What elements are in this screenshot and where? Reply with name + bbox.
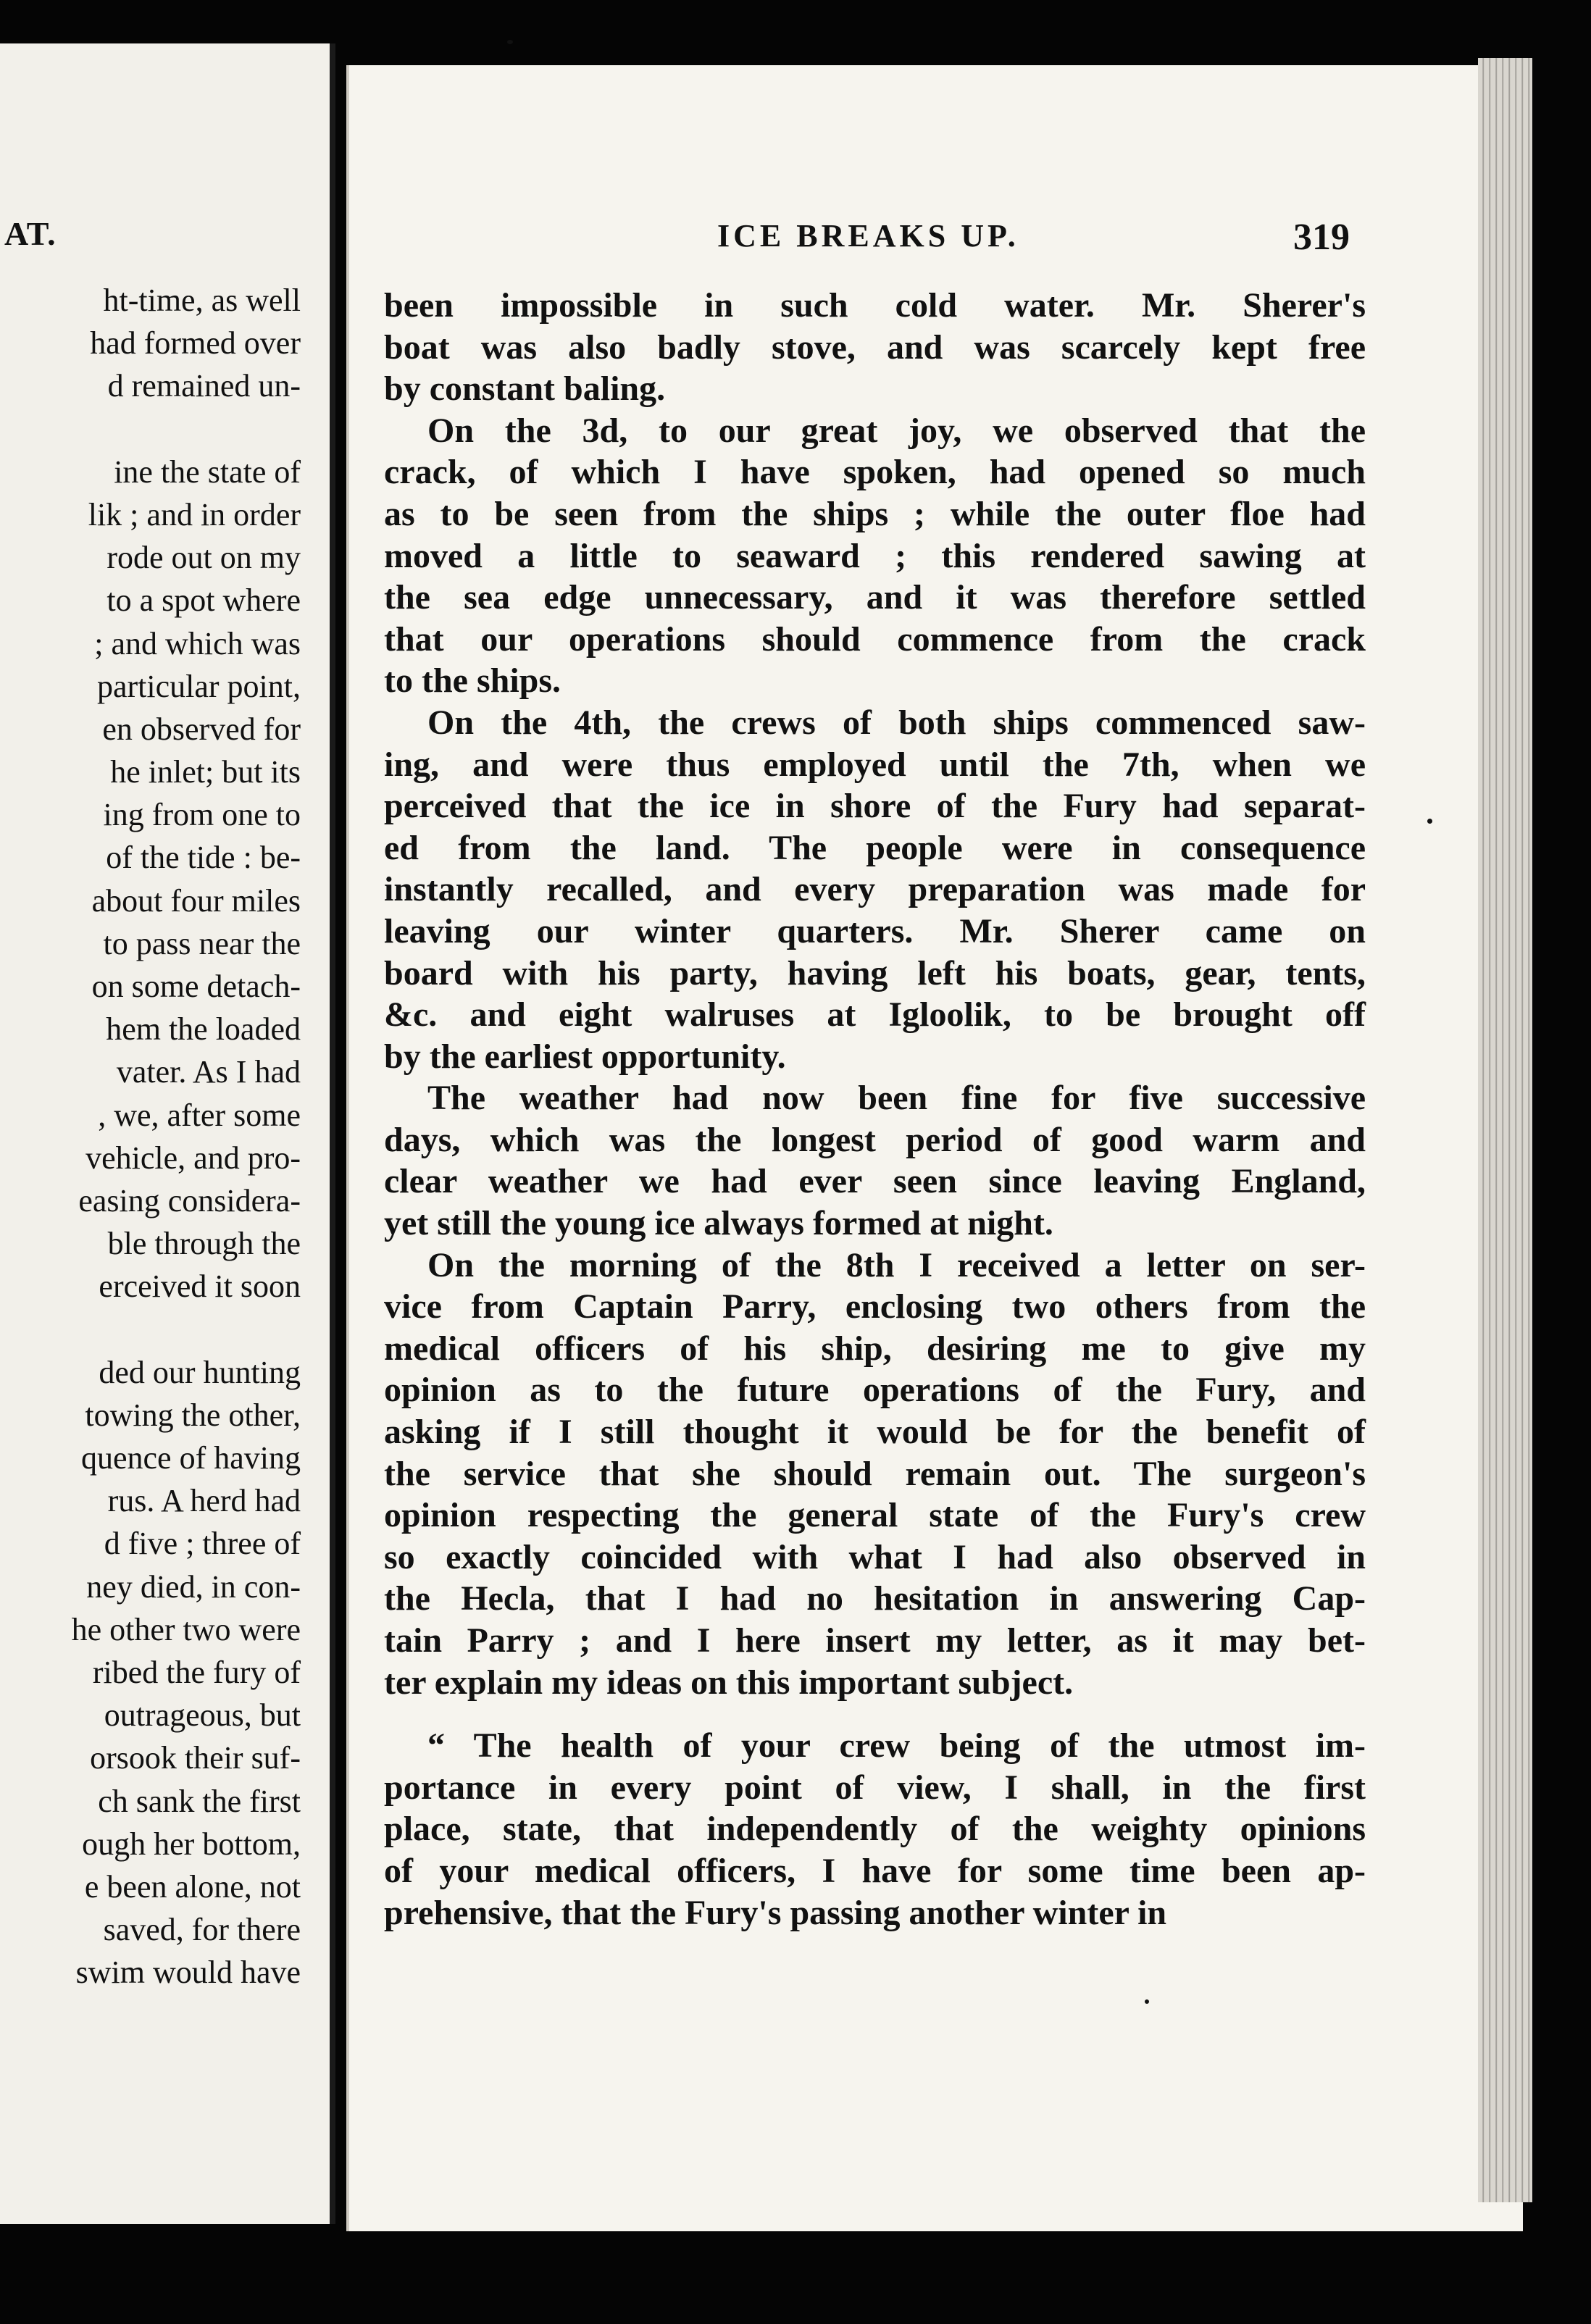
left-page-line: to a spot where bbox=[107, 582, 301, 619]
text-line: as to be seen from the ships ; while the outer floe had bbox=[384, 494, 1366, 533]
text-line: opinion as to the future operations of the Fury, and bbox=[384, 1371, 1366, 1410]
text-line: by constant baling. bbox=[384, 369, 666, 409]
left-page-line bbox=[0, 408, 301, 451]
left-page-line: about four miles bbox=[91, 882, 301, 919]
text-line: boat was also badly stove, and was scarcely kept free bbox=[384, 327, 1366, 367]
body-text bbox=[384, 285, 1366, 1934]
text-line: ing, and were thus employed until the 7th, when we bbox=[384, 745, 1366, 784]
left-page-line: d five ; three of bbox=[104, 1526, 301, 1562]
paragraph bbox=[384, 702, 1366, 1077]
text-line: that our operations should commence from the crack bbox=[384, 619, 1366, 659]
left-page-line: ough her bottom, bbox=[82, 1826, 301, 1862]
left-page-line: ht-time, as well bbox=[103, 283, 301, 318]
scan-speck bbox=[507, 40, 513, 44]
text-line: board with his party, having left his boats, gear, tents, bbox=[384, 953, 1366, 992]
text-line: ter explain my ideas on this important subject. bbox=[384, 1663, 1074, 1702]
left-page-line: rode out on my bbox=[107, 540, 301, 576]
left-page-line: vater. As I had bbox=[116, 1054, 301, 1090]
left-page-line: ch sank the first bbox=[98, 1783, 301, 1819]
text-line: medical officers of his ship, desiring me to give my bbox=[384, 1329, 1366, 1368]
text-line: asking if I still thought it would be for the benefit of bbox=[384, 1413, 1366, 1452]
text-line: opinion respecting the general state of the Fury's crew bbox=[384, 1496, 1366, 1535]
paragraph bbox=[384, 410, 1366, 702]
left-page-line: ded our hunting bbox=[99, 1354, 301, 1390]
text-line: instantly recalled, and every preparation was made for bbox=[384, 870, 1366, 909]
left-page-line: lik ; and in order bbox=[88, 496, 301, 532]
left-page-line: of the tide : be- bbox=[106, 840, 301, 876]
text-line: yet still the young ice always formed at night. bbox=[384, 1204, 1053, 1243]
left-page-line: vehicle, and pro- bbox=[85, 1140, 301, 1176]
text-line: place, state, that independently of the weighty opinions bbox=[384, 1810, 1366, 1849]
paragraph bbox=[384, 1245, 1366, 1704]
left-page-line: particular point, bbox=[96, 668, 301, 704]
left-page-line: quence of having bbox=[81, 1440, 301, 1476]
scan-speck bbox=[1145, 1999, 1149, 2004]
text-line: The weather had now been fine for five successive bbox=[427, 1079, 1366, 1118]
text-line: On the 3d, to our great joy, we observed that the bbox=[427, 411, 1366, 450]
left-page-line: towing the other, bbox=[85, 1397, 301, 1433]
page-number: 319 bbox=[1293, 217, 1350, 258]
text-line: the service that she should remain out. The surgeon's bbox=[384, 1454, 1366, 1493]
paragraph bbox=[384, 1725, 1366, 1934]
left-page-line: erceived it soon bbox=[99, 1268, 301, 1305]
text-line: vice from Captain Parry, enclosing two others from the bbox=[384, 1287, 1366, 1326]
text-line: been impossible in such cold water. Mr. Sherer's bbox=[384, 286, 1366, 325]
left-page-line bbox=[0, 1308, 301, 1351]
left-page-line: d remained un- bbox=[107, 368, 301, 404]
text-line: ed from the land. The people were in consequence bbox=[384, 828, 1366, 867]
text-line: On the morning of the 8th I received a letter on ser- bbox=[427, 1245, 1366, 1284]
text-line: moved a little to seaward ; this rendered sawing at bbox=[384, 536, 1366, 575]
running-head: ICE BREAKS UP. bbox=[717, 218, 1019, 254]
text-line: days, which was the longest period of good warm and bbox=[384, 1120, 1366, 1159]
paragraph bbox=[384, 285, 1366, 410]
text-line: prehensive, that the Fury's passing another winter in bbox=[384, 1893, 1167, 1932]
left-page-line: ine the state of bbox=[114, 453, 301, 490]
left-page-line: swim would have bbox=[75, 1955, 301, 1991]
text-line: so exactly coincided with what I had also observed in bbox=[384, 1537, 1366, 1576]
left-page-line: he other two were bbox=[71, 1611, 301, 1647]
paragraph bbox=[384, 1077, 1366, 1244]
page-edge-stack bbox=[1478, 58, 1532, 2202]
text-line: “ The health of your crew being of the utmost im- bbox=[427, 1726, 1366, 1765]
scan-speck bbox=[1427, 819, 1432, 824]
left-page-line: he inlet; but its bbox=[110, 754, 301, 790]
left-page-line: hem the loaded bbox=[106, 1011, 301, 1048]
text-line: portance in every point of view, I shall, in the first bbox=[384, 1768, 1366, 1807]
left-page-line: ribed the fury of bbox=[92, 1655, 301, 1690]
left-page-line: saved, for there bbox=[103, 1912, 301, 1948]
left-page-line: en observed for bbox=[102, 711, 301, 747]
text-line: leaving our winter quarters. Mr. Sherer came on bbox=[384, 911, 1366, 950]
left-page-line: ble through the bbox=[107, 1226, 301, 1262]
text-line: the Hecla, that I had no hesitation in answering Cap- bbox=[384, 1579, 1366, 1618]
text-line: of your medical officers, I have for some time been ap- bbox=[384, 1851, 1366, 1890]
text-line: &c. and eight walruses at Igloolik, to be brought off bbox=[384, 995, 1366, 1034]
text-line: the sea edge unnecessary, and it was therefore settled bbox=[384, 578, 1366, 617]
text-line: by the earliest opportunity. bbox=[384, 1037, 786, 1076]
text-line: crack, of which I have spoken, had opened so much bbox=[384, 453, 1366, 492]
left-running-head: AT. bbox=[4, 215, 57, 252]
text-line: clear weather we had ever seen since leaving England, bbox=[384, 1162, 1366, 1201]
text-line: to the ships. bbox=[384, 661, 561, 701]
text-line: On the 4th, the crews of both ships commenced saw- bbox=[427, 703, 1366, 742]
left-page-line: on some detach- bbox=[91, 969, 301, 1004]
left-page-line: , we, after some bbox=[98, 1097, 301, 1133]
left-page-line: rus. A herd had bbox=[107, 1483, 301, 1519]
text-line: perceived that the ice in shore of the Fury had separat- bbox=[384, 787, 1366, 826]
left-page-line: ney died, in con- bbox=[86, 1568, 301, 1605]
left-page-fragment bbox=[0, 43, 335, 2224]
left-page-text bbox=[0, 279, 301, 1994]
left-page-line: outrageous, but bbox=[104, 1697, 301, 1734]
text-line: tain Parry ; and I here insert my letter, as it may bet- bbox=[384, 1621, 1366, 1660]
left-page-line: easing considera- bbox=[78, 1182, 301, 1219]
left-page-line: had formed over bbox=[90, 325, 301, 361]
left-page-line: ; and which was bbox=[94, 625, 301, 661]
left-page-line: to pass near the bbox=[103, 925, 301, 961]
left-page-line: e been alone, not bbox=[84, 1868, 301, 1905]
left-page-line: orsook their suf- bbox=[90, 1740, 301, 1776]
left-page-line: ing from one to bbox=[103, 797, 301, 833]
